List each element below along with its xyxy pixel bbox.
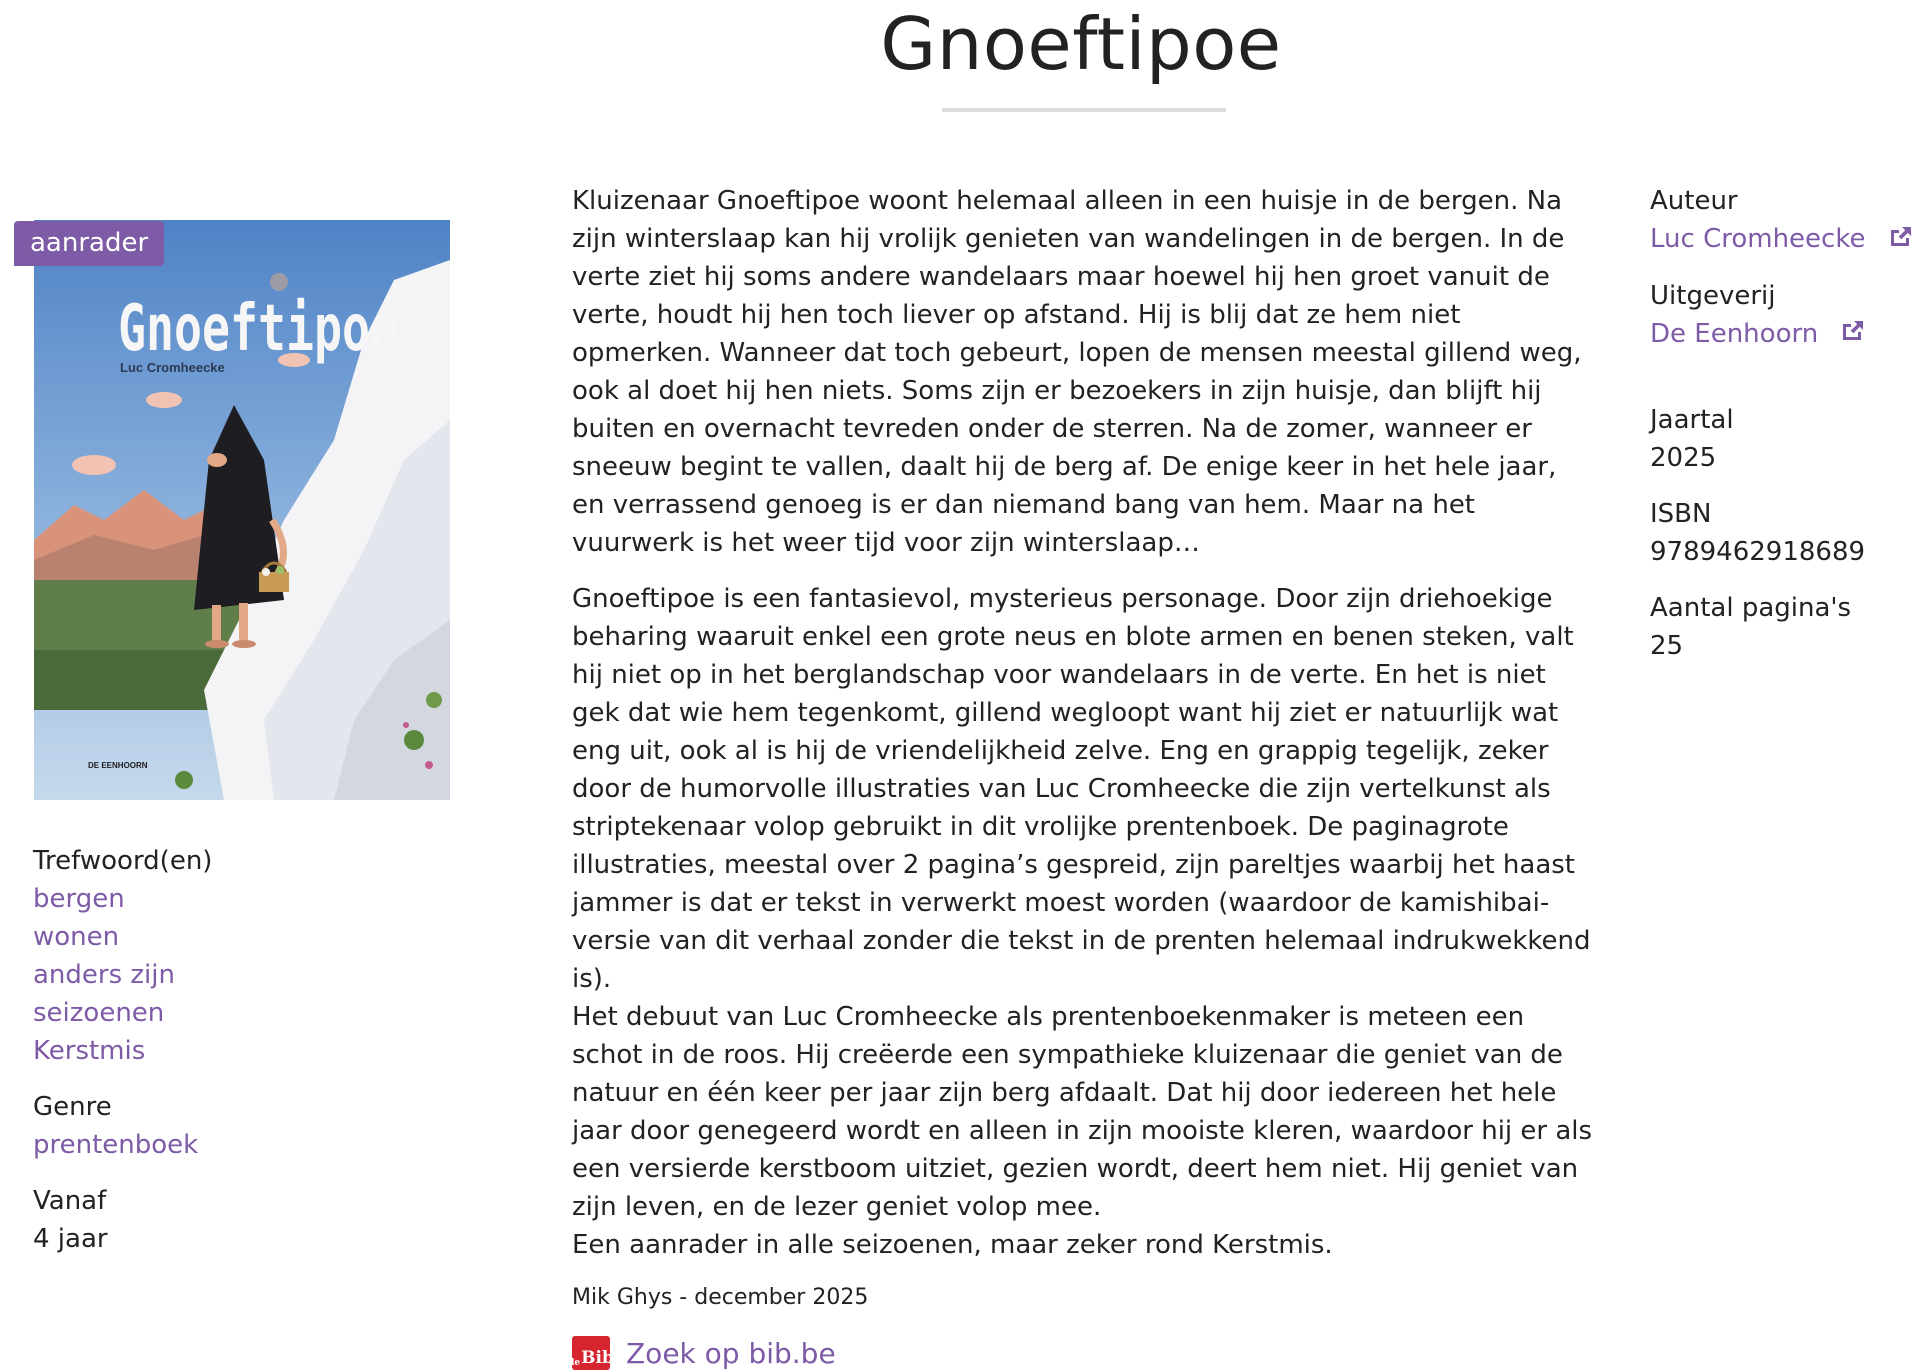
publisher-group [1650, 277, 1918, 354]
bib-search-row[interactable] [568, 1336, 1597, 1370]
review-paragraph: Gnoeftipoe is een fantasievol, mysterieus personage. Door zijn driehoekige beharing waaruit enkel een grote neus en blote armen en benen steken, valt hij niet op in het berglandschap voor wandelaars in de verte. En het is niet gek dat wie hem tegenkomt, gillend wegloopt want hij ziet er natuurlijk wat eng uit, ook al is hij de vriendelijkheid zelve. Eng en grappig tegelijk, zeker door de humorvolle illustraties van Luc Cromheecke die zijn vertelkunst als striptekenaar volop gebruikt in dit vrolijke prentenboek. De paginagrote illustraties, meestal over 2 pagina’s gespreid, zijn pareltjes waarbij het haast jammer is dat er tekst in verwerkt moest worden (waardoor de kamishibai-versie van dit verhaal zonder die tekst in de prenten helemaal indrukwekkend is). [572, 584, 1591, 994]
external-link-icon[interactable] [1840, 315, 1866, 353]
title-divider [942, 108, 1226, 112]
isbn-group [1650, 495, 1918, 571]
page-title: Gnoeftipoe [880, 2, 1282, 86]
year-value: 2025 [1650, 443, 1717, 473]
bib-logo-small-text: de [568, 1358, 581, 1368]
keyword-link-seizoenen[interactable]: seizoenen [33, 998, 165, 1028]
genre-label: Genre [33, 1092, 112, 1122]
year-group [1650, 401, 1918, 477]
genre-link[interactable]: prentenboek [33, 1130, 199, 1160]
age-label: Vanaf [33, 1186, 107, 1216]
cover-illustration [34, 220, 450, 800]
cover-author-text: Luc Cromheecke [120, 360, 225, 375]
external-link-icon[interactable] [1888, 221, 1914, 259]
pages-group [1650, 589, 1918, 665]
author-group [1650, 182, 1918, 259]
review-paragraph: Een aanrader in alle seizoenen, maar zeker rond Kerstmis. [572, 1230, 1333, 1260]
publisher-label: Uitgeverij [1650, 280, 1776, 311]
pages-value: 25 [1650, 631, 1684, 661]
search-bib-link[interactable]: Zoek op bib.be [626, 1336, 836, 1370]
bib-logo-icon [568, 1336, 614, 1370]
keywords-label: Trefwoord(en) [33, 846, 213, 876]
keyword-link-kerstmis[interactable]: Kerstmis [33, 1036, 146, 1066]
isbn-value: 9789462918689 [1650, 537, 1866, 567]
book-cover-image [34, 220, 450, 800]
right-metadata [1650, 182, 1918, 683]
genre-group [33, 1088, 413, 1164]
cover-publisher-text: DE EENHOORN [88, 761, 148, 770]
keyword-link-bergen[interactable]: bergen [33, 884, 125, 914]
cover-title-text: Gnoeftipoe [118, 292, 398, 366]
reviewer-credit: Mik Ghys - december 2025 [572, 1285, 869, 1310]
review-paragraph: Het debuut van Luc Cromheecke als prentenboekenmaker is meteen een schot in de roos. Hij creëerde een sympathieke kluizenaar die geniet van de natuur en één keer per jaar zijn berg afdaalt. Dat hij door iedereen het hele jaar door genegeerd wordt en alleen in zijn mooiste kleren, waardoor hij er als een versierde kerstboom uitziet, gezien wordt, deert hem niet. Hij geniet van zijn leven, en de lezer geniet volop mee. [572, 1002, 1593, 1222]
pages-label: Aantal pagina's [1650, 593, 1852, 623]
publisher-link[interactable]: De Eenhoorn [1650, 318, 1819, 349]
isbn-label: ISBN [1650, 499, 1712, 529]
keyword-link-wonen[interactable]: wonen [33, 922, 120, 952]
keywords-group [33, 842, 413, 1070]
author-link[interactable]: Luc Cromheecke [1650, 224, 1866, 254]
left-metadata [33, 842, 413, 1276]
year-label: Jaartal [1650, 405, 1734, 435]
age-value: 4 jaar [33, 1224, 108, 1254]
age-group [33, 1182, 413, 1258]
bib-logo-text: Bib [581, 1348, 614, 1368]
recommended-badge: aanrader [14, 221, 164, 266]
review-body [568, 182, 1597, 1370]
author-label: Auteur [1650, 186, 1738, 216]
review-paragraph: Kluizenaar Gnoeftipoe woont helemaal alleen in een huisje in de bergen. Na zijn winterslaap kan hij vrolijk genieten van wandelingen in de bergen. In de verte ziet hij soms andere wandelaars maar hoewel hij hen groet vanuit de verte, houdt hij hen toch liever op afstand. Hij is blij dat ze hem niet opmerken. Wanneer dat toch gebeurt, lopen de mensen meestal gillend weg, ook al doet hij hen niets. Soms zijn er bezoekers in zijn huisje, dan blijft hij buiten en overnacht tevreden onder de sterren. Na de zomer, wanneer er sneeuw begint te vallen, daalt hij de berg af. De enige keer in het hele jaar, en verrassend genoeg is er dan niemand bang van hem. Maar na het vuurwerk is het weer tijd voor zijn winterslaap… [572, 186, 1582, 558]
keyword-link-anders-zijn[interactable]: anders zijn [33, 960, 175, 990]
